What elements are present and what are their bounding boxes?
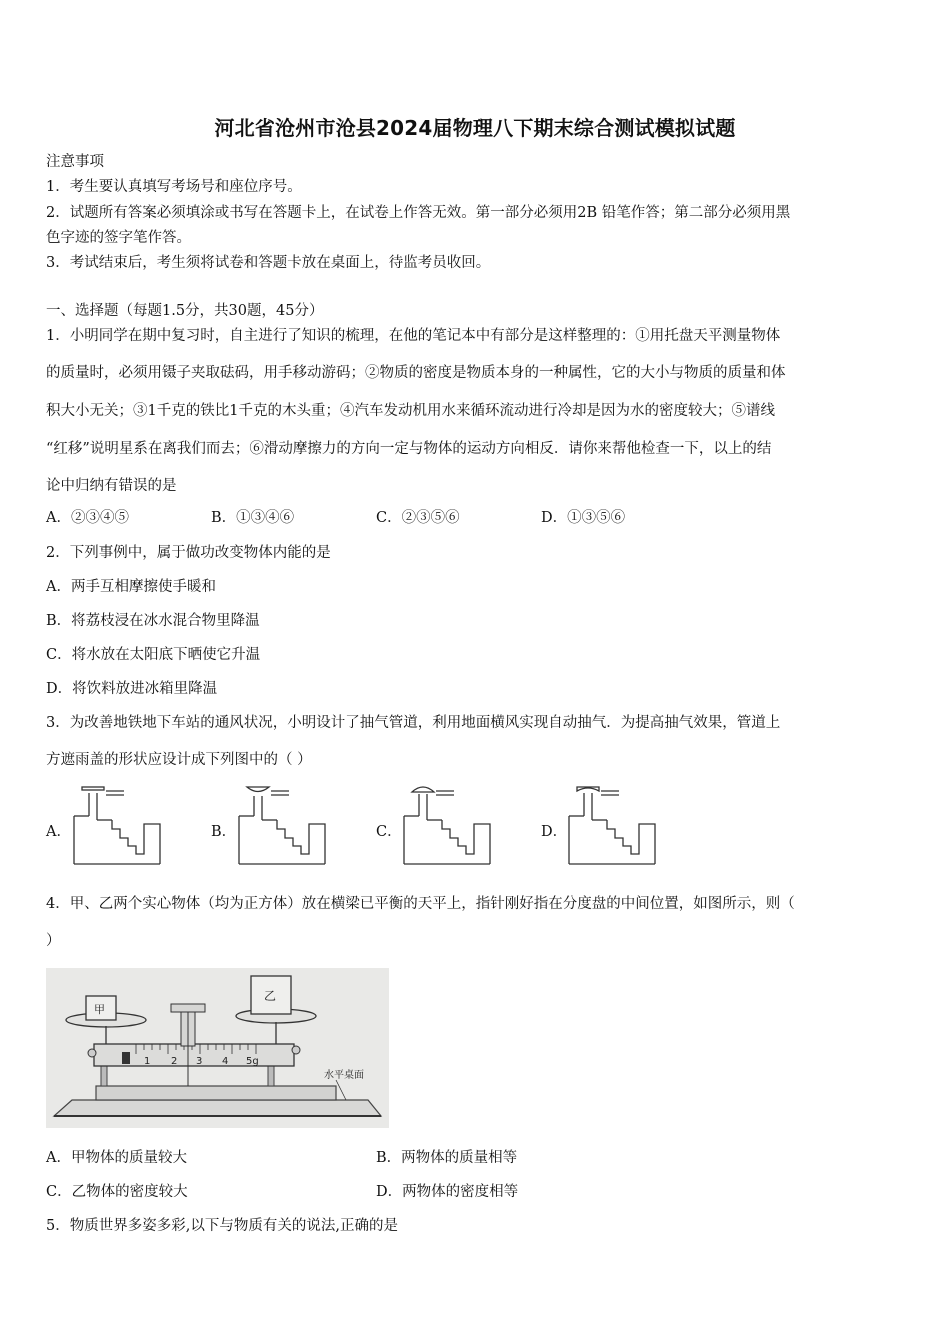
q3-figure-a <box>72 784 164 866</box>
scale-label: 2 <box>171 1056 178 1067</box>
q3-option-b-label: B． <box>211 824 237 840</box>
notice-item: 1．考生要认真填写考场号和座位序号。 <box>46 179 302 195</box>
notice-item: 色字迹的签字笔作答。 <box>46 230 191 246</box>
rain-cover-wedge <box>577 787 599 791</box>
q1-stem-line: 1．小明同学在期中复习时，自主进行了知识的梳理，在他的笔记本中有部分是这样整理的：①用托盘天平测量物体 <box>46 328 781 344</box>
q1-stem-line: 的质量时，必须用镊子夹取砝码，用手移动游码；②物质的密度是物质本身的一种属性，它的大小与物质的质量和体 <box>46 365 786 381</box>
q3-figure-d <box>567 784 659 866</box>
scale-label: 4 <box>222 1056 229 1067</box>
q4-balance-figure <box>46 968 389 1128</box>
rain-cover-convex-down <box>247 787 269 792</box>
table-label: 水平桌面 <box>324 1070 364 1081</box>
q1-stem-line: “红移”说明星系在离我们而去；⑥滑动摩擦力的方向一定与物体的运动方向相反．请你来帮他检查一下，以上的结 <box>46 441 772 457</box>
page-title: 河北省沧州市沧县2024届物理八下期末综合测试模拟试题 <box>214 116 736 140</box>
q1-option-c: C．②③⑤⑥ <box>376 510 460 526</box>
q1-stem-line: 积大小无关；③1千克的铁比1千克的木头重；④汽车发动机用水来循环流动进行冷却是因为水的密度较大；⑤谱线 <box>46 403 775 419</box>
scale-label: 5g <box>246 1056 259 1067</box>
q5-stem: 5．物质世界多姿多彩,以下与物质有关的说法,正确的是 <box>46 1218 398 1234</box>
q1-option-b: B．①③④⑥ <box>211 510 295 526</box>
q2-stem: 2．下列事例中，属于做功改变物体内能的是 <box>46 545 331 561</box>
q3-option-d-label: D． <box>541 824 568 840</box>
block-yi-label: 乙 <box>264 989 277 1003</box>
q4-option-d: D．两物体的密度相等 <box>376 1184 519 1200</box>
scale-label: 3 <box>196 1056 203 1067</box>
q3-option-a-label: A． <box>46 824 71 840</box>
table-surface <box>54 1100 381 1116</box>
q2-option-a: A．两手互相摩擦使手暖和 <box>46 579 216 595</box>
notice-item: 2．试题所有答案必须填涂或书写在答题卡上，在试卷上作答无效。第一部分必须用2B 铅笔作答；第二部分必须用黑 <box>46 205 791 221</box>
rider <box>122 1052 130 1064</box>
q4-stem-line: 4．甲、乙两个实心物体（均为正方体）放在横梁已平衡的天平上，指针刚好指在分度盘的中间位置，如图所示，则（ <box>46 896 795 912</box>
notice-heading: 注意事项 <box>46 154 104 170</box>
q3-option-c-label: C． <box>376 824 402 840</box>
q1-option-d: D．①③⑤⑥ <box>541 510 626 526</box>
scale-label: 1 <box>144 1056 151 1067</box>
q3-figure-b <box>237 784 329 866</box>
q2-option-d: D．将饮料放进冰箱里降温 <box>46 681 218 697</box>
q4-option-b: B．两物体的质量相等 <box>376 1150 518 1166</box>
rain-cover-convex-up <box>412 787 434 792</box>
q1-option-a: A．②③④⑤ <box>46 510 129 526</box>
section-heading: 一、选择题（每题1.5分，共30题，45分） <box>46 303 324 319</box>
balance-base <box>96 1086 336 1100</box>
q4-option-c: C．乙物体的密度较大 <box>46 1184 188 1200</box>
notice-item: 3．考试结束后，考生须将试卷和答题卡放在桌面上，待监考员收回。 <box>46 255 491 271</box>
q4-stem-line: ） <box>46 933 61 949</box>
rain-cover-flat <box>82 787 104 790</box>
q3-figure-c <box>402 784 494 866</box>
block-jia-label: 甲 <box>94 1003 105 1016</box>
q3-stem-line: 3．为改善地铁地下车站的通风状况，小明设计了抽气管道，利用地面横风实现自动抽气．为提高抽气效果，管道上 <box>46 715 781 731</box>
q4-option-a: A．甲物体的质量较大 <box>46 1150 187 1166</box>
q2-option-c: C．将水放在太阳底下晒使它升温 <box>46 647 261 663</box>
q1-stem-line: 论中归纳有错误的是 <box>46 478 177 494</box>
q3-stem-line: 方遮雨盖的形状应设计成下列图中的（ ） <box>46 752 312 768</box>
q2-option-b: B．将荔枝浸在冰水混合物里降温 <box>46 613 260 629</box>
